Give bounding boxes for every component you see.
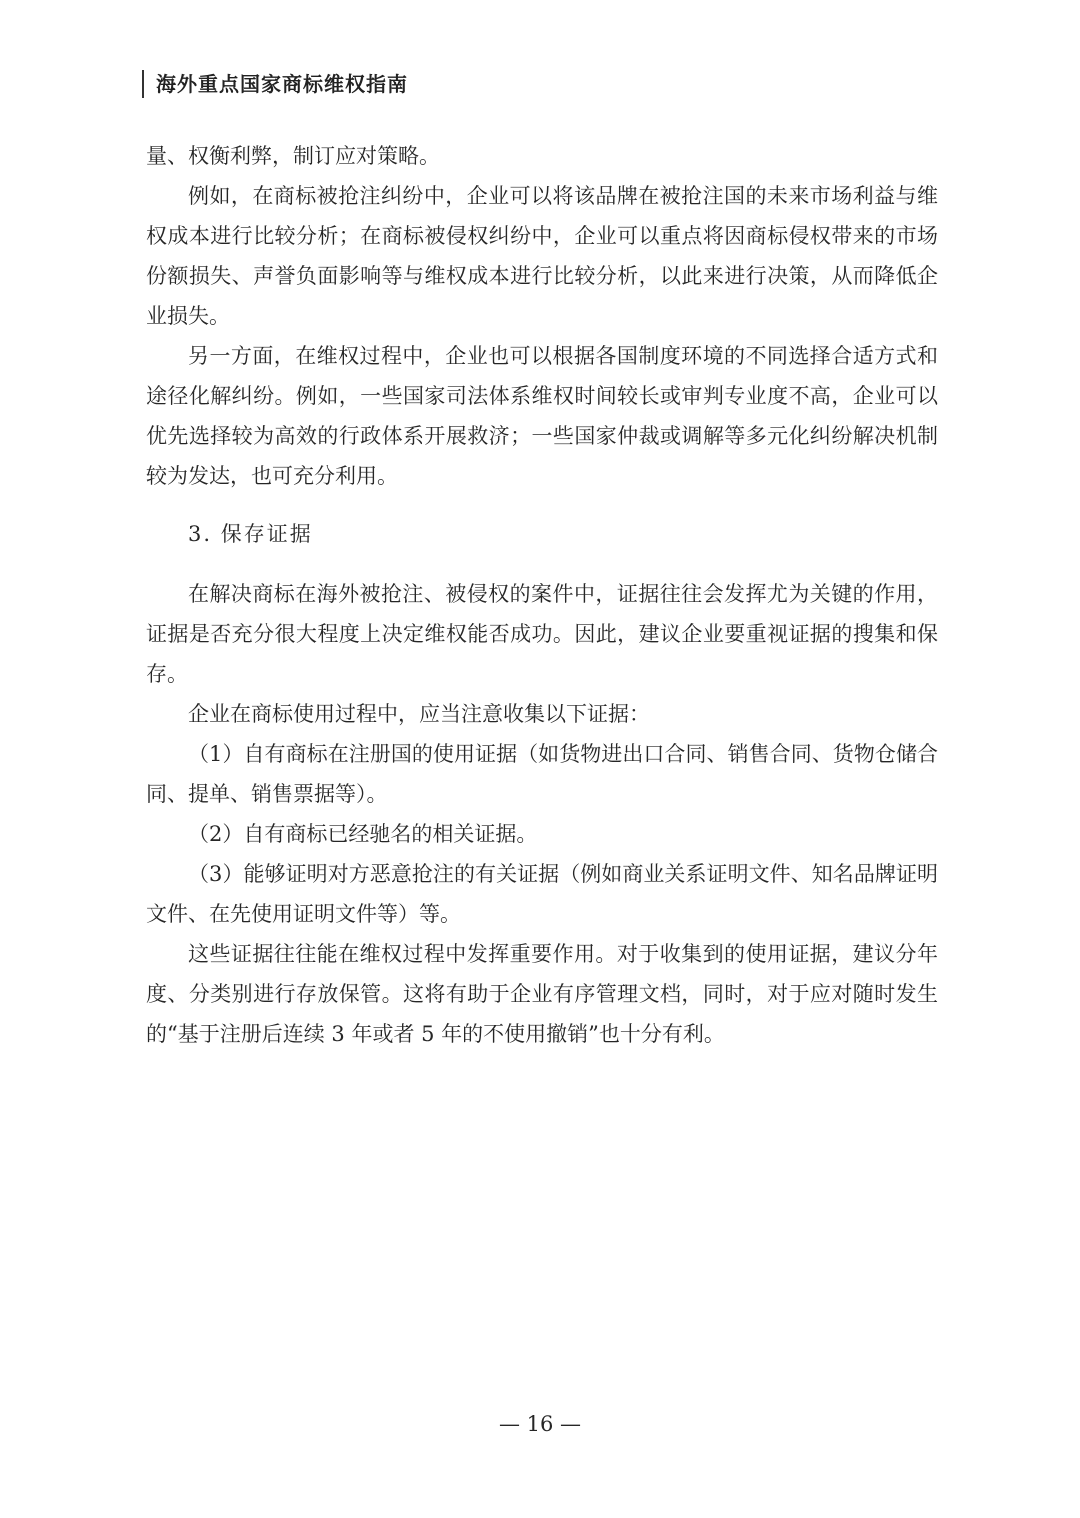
- list-item: （1）自有商标在注册国的使用证据（如货物进出口合同、销售合同、货物仓储合同、提单、销售票据等）。: [146, 742, 938, 806]
- page-number: — 16 —: [498, 1412, 582, 1436]
- text-block-top: [146, 136, 938, 496]
- text-block-bottom: [146, 574, 938, 1054]
- list-item: （3）能够证明对方恶意抢注的有关证据（例如商业关系证明文件、知名品牌证明文件、在先使用证明文件等）等。: [146, 862, 938, 926]
- list-item: （2）自有商标已经驰名的相关证据。: [188, 822, 538, 846]
- paragraph: 量、权衡利弊，制订应对策略。: [146, 144, 440, 168]
- header-divider: [142, 70, 144, 98]
- paragraph: 另一方面，在维权过程中，企业也可以根据各国制度环境的不同选择合适方式和途径化解纠纷。例如，一些国家司法体系维权时间较长或审判专业度不高，企业可以优先选择较为高效的行政体系开展救济；一些国家仲裁或调解等多元化纠纷解决机制较为发达，也可充分利用。: [146, 344, 938, 488]
- paragraph: 在解决商标在海外被抢注、被侵权的案件中，证据往往会发挥尤为关键的作用，证据是否充分很大程度上决定维权能否成功。因此，建议企业要重视证据的搜集和保存。: [146, 582, 938, 686]
- paragraph: 这些证据往往能在维权过程中发挥重要作用。对于收集到的使用证据，建议分年度、分类别进行存放保管。这将有助于企业有序管理文档，同时，对于应对随时发生的“基于注册后连续 3 年或者 5 年的不使用撤销”也十分有利。: [146, 942, 938, 1046]
- paragraph: 企业在商标使用过程中，应当注意收集以下证据：: [188, 702, 650, 726]
- paragraph: 例如，在商标被抢注纠纷中，企业可以将该品牌在被抢注国的未来市场利益与维权成本进行比较分析；在商标被侵权纠纷中，企业可以重点将因商标侵权带来的市场份额损失、声誉负面影响等与维权成本进行比较分析，以此来进行决策，从而降低企业损失。: [146, 184, 938, 328]
- running-header-title: 海外重点国家商标维权指南: [156, 72, 408, 96]
- section-heading: 3. 保存证据: [188, 522, 313, 546]
